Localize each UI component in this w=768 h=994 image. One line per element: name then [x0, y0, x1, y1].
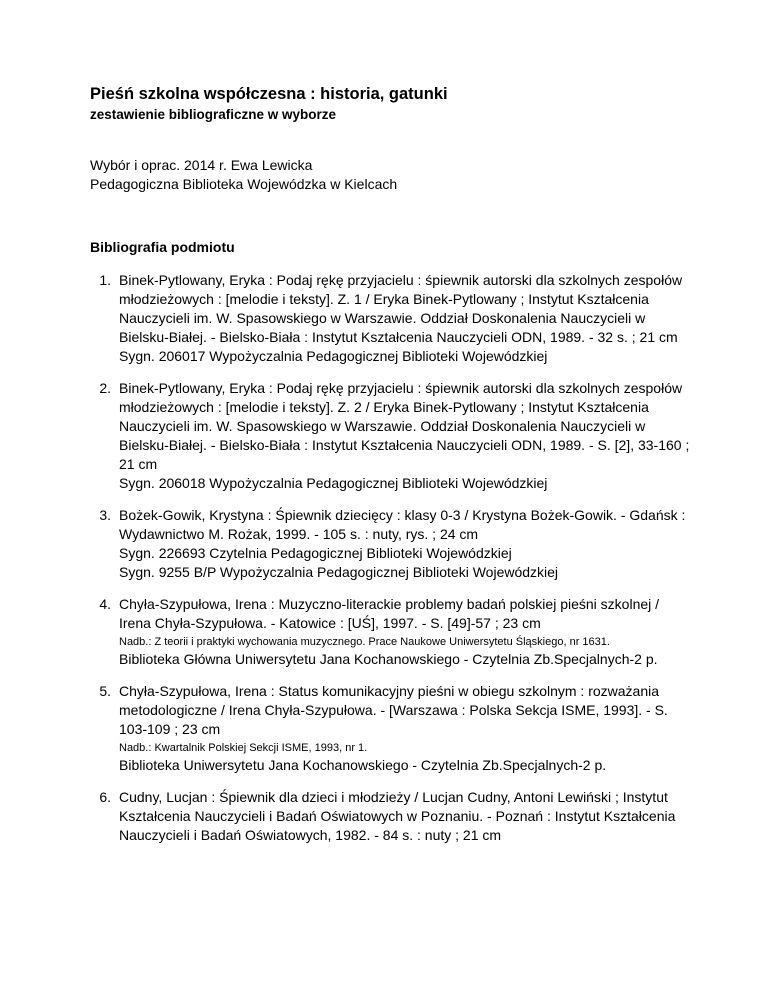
entry-number-label: 1. [99, 272, 111, 288]
bibliography-entry [90, 788, 690, 845]
section-heading: Bibliografia podmiotu [90, 239, 235, 255]
bibliography-entry [90, 506, 690, 582]
entry-note: Nadb.: Z teorii i praktyki wychowania muzycznego. Prace Naukowe Uniwersytetu Śląskiego, nr 1631. [119, 636, 610, 648]
document-subtitle: zestawienie bibliograficzne w wyborze [90, 107, 337, 122]
entry-number-label: 6. [99, 789, 111, 805]
entry-number-label: 3. [99, 507, 111, 523]
entry-description: Cudny, Lucjan : Śpiewnik dla dzieci i młodzieży / Lucjan Cudny, Antoni Lewiński ; Instytut Kształcenia Nauczycieli i Badań Oświatowych w Poznaniu. - Poznań : Instytut Kształcenia Nauczycieli i Badań Oświatowych, 1982. - 84 s. : nuty ; 21 cm [119, 789, 676, 843]
institution-line: Pedagogiczna Biblioteka Wojewódzka w Kielcach [90, 176, 398, 192]
entry-location: Sygn. 226693 Czytelnia Pedagogicznej Biblioteki Wojewódzkiej [119, 545, 512, 561]
entry-number-label: 2. [99, 380, 111, 396]
document-title: Pieśń szkolna współczesna : historia, gatunki [90, 85, 448, 103]
entry-location: Sygn. 206018 Wypożyczalnia Pedagogicznej Biblioteki Wojewódzkiej [119, 475, 548, 491]
bibliography-list [90, 271, 690, 845]
entry-description: Binek-Pytlowany, Eryka : Podaj rękę przyjacielu : śpiewnik autorski dla szkolnych zespołów młodzieżowych : [melodie i teksty]. Z. 2 / Eryka Binek-Pytlowany ; Instytut Kształcenia Nauczycieli im. W. Spasowskiego w Warszawie. Oddział Doskonalenia Nauczycieli w Bielsku-Białej. - Bielsko-Biała : Instytut Kształcenia Nauczycieli ODN, 1989. - S. [2], 33-160 ; 21 cm [119, 380, 690, 472]
bibliography-entry [90, 682, 690, 775]
bibliography-entry [90, 271, 690, 366]
entry-description: Chyła-Szypułowa, Irena : Muzyczno-literackie problemy badań polskiej pieśni szkolnej / Irena Chyła-Szypułowa. - Katowice : [UŚ], 1997. - S. [49]-57 ; 23 cm [119, 596, 660, 631]
entry-description: Bożek-Gowik, Krystyna : Śpiewnik dziecięcy : klasy 0-3 / Krystyna Bożek-Gowik. - Gdańsk : Wydawnictwo M. Rożak, 1999. - 105 s. : nuty, rys. ; 24 cm [119, 507, 686, 542]
entry-description: Chyła-Szypułowa, Irena : Status komunikacyjny pieśni w obiegu szkolnym : rozważania metodologiczne / Irena Chyła-Szypułowa. - [Warszawa : Polska Sekcja ISME, 1993]. - S. 103-109 ; 23 cm [119, 683, 668, 737]
entry-description: Binek-Pytlowany, Eryka : Podaj rękę przyjacielu : śpiewnik autorski dla szkolnych zespołów młodzieżowych : [melodie i teksty]. Z. 1 / Eryka Binek-Pytlowany ; Instytut Kształcenia Nauczycieli im. W. Spasowskiego w Warszawie. Oddział Doskonalenia Nauczycieli w Bielsku-Białej. - Bielsko-Biała : Instytut Kształcenia Nauczycieli ODN, 1989. - 32 s. ; 21 cm [119, 272, 683, 345]
bibliography-entry [90, 379, 690, 493]
document-meta [90, 156, 690, 194]
entry-location: Sygn. 9255 B/P Wypożyczalnia Pedagogicznej Biblioteki Wojewódzkiej [119, 564, 559, 580]
entry-location: Biblioteka Uniwersytetu Jana Kochanowskiego - Czytelnia Zb.Specjalnych-2 p. [119, 757, 607, 773]
bibliography-entry [90, 595, 690, 669]
entry-note: Nadb.: Kwartalnik Polskiej Sekcji ISME, 1993, nr 1. [119, 742, 368, 754]
compiler-line: Wybór i oprac. 2014 r. Ewa Lewicka [90, 157, 313, 173]
entry-location: Sygn. 206017 Wypożyczalnia Pedagogicznej Biblioteki Wojewódzkiej [119, 348, 548, 364]
entry-number-label: 5. [99, 683, 111, 699]
document-page [90, 83, 690, 858]
entry-location: Biblioteka Główna Uniwersytetu Jana Kochanowskiego - Czytelnia Zb.Specjalnych-2 p. [119, 651, 658, 667]
entry-number-label: 4. [99, 596, 111, 612]
